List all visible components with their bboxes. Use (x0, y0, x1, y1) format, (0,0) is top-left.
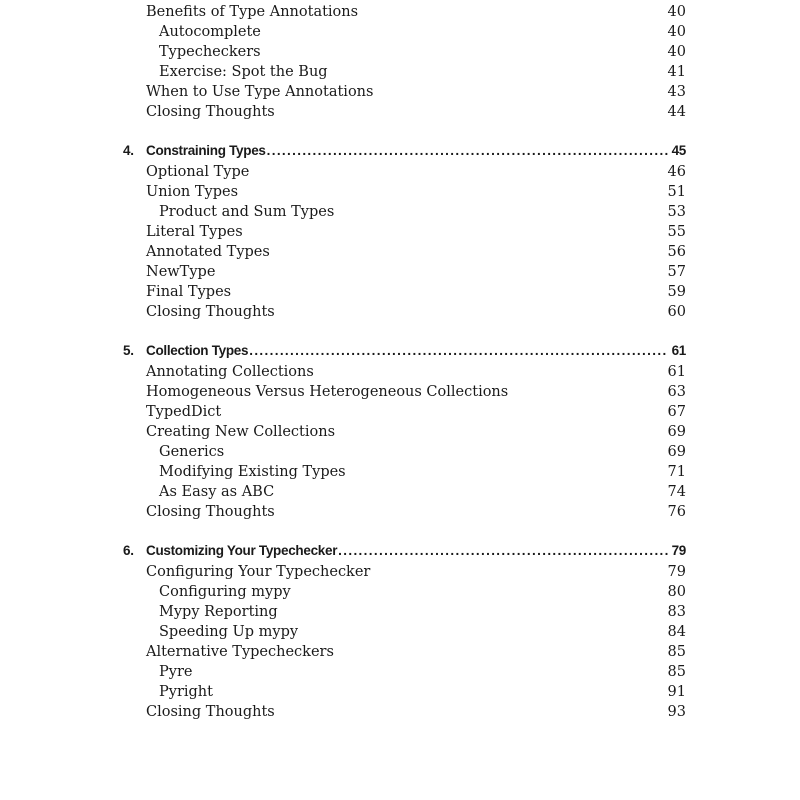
toc-entry-title: Annotating Collections (146, 364, 314, 380)
toc-entry-page: 85 (667, 644, 686, 660)
toc-subentry[interactable] (159, 482, 686, 502)
toc-entry-title: Configuring Your Typechecker (146, 564, 371, 580)
toc-entry-title: TypedDict (146, 404, 222, 420)
toc-entry-title: NewType (146, 264, 216, 280)
toc-entry-title: Closing Thoughts (146, 104, 275, 120)
toc-entry-title: Closing Thoughts (146, 504, 275, 520)
toc-subentry[interactable] (159, 622, 686, 642)
toc-entry[interactable] (146, 162, 686, 182)
toc-entry-page: 76 (667, 504, 686, 520)
toc-entry[interactable] (146, 242, 686, 262)
chapter-title: Collection Types (146, 343, 249, 358)
toc-entry-page: 40 (667, 44, 686, 60)
toc-subentry[interactable] (159, 62, 686, 82)
toc-entry-page: 41 (667, 64, 686, 80)
toc-entry[interactable] (146, 702, 686, 722)
toc-entry[interactable] (146, 362, 686, 382)
toc-entry-page: 59 (667, 284, 686, 300)
chapter-number: 6. (123, 543, 134, 558)
toc-entry-page: 71 (667, 464, 686, 480)
toc-entry-page: 56 (667, 244, 686, 260)
toc-entry-page: 80 (667, 584, 686, 600)
toc-entry-title: When to Use Type Annotations (146, 84, 374, 100)
toc-entry-page: 63 (667, 384, 686, 400)
toc-entry-title: Product and Sum Types (159, 204, 335, 220)
toc-entry-page: 61 (667, 364, 686, 380)
chapter-heading[interactable] (123, 141, 686, 161)
toc-entry-page: 51 (667, 184, 686, 200)
toc-entry-title: Exercise: Spot the Bug (159, 64, 328, 80)
toc-subentry[interactable] (159, 682, 686, 702)
toc-entry[interactable] (146, 262, 686, 282)
toc-subentry[interactable] (159, 662, 686, 682)
toc-entry-title: Optional Type (146, 164, 250, 180)
toc-entry-title: Autocomplete (159, 24, 261, 40)
chapter-heading[interactable] (123, 341, 686, 361)
toc-entry[interactable] (146, 302, 686, 322)
toc-entry[interactable] (146, 282, 686, 302)
toc-entry-page: 67 (667, 404, 686, 420)
toc-entry-title: Closing Thoughts (146, 704, 275, 720)
toc-entry-title: Generics (159, 444, 225, 460)
toc-entry-title: Pyre (159, 664, 193, 680)
toc-entry-title: Typecheckers (159, 44, 261, 60)
toc-entry-page: 44 (667, 104, 686, 120)
toc-entry-page: 79 (667, 564, 686, 580)
toc-entry-page: 91 (667, 684, 686, 700)
chapter-number: 5. (123, 343, 134, 358)
toc-entry-title: Final Types (146, 284, 232, 300)
chapter-title: Constraining Types (146, 143, 266, 158)
toc-entry-title: Alternative Typecheckers (146, 644, 334, 660)
chapter-heading[interactable] (123, 541, 686, 561)
chapter-title: Customizing Your Typechecker (146, 543, 338, 558)
chapter-page: 45 (671, 143, 686, 158)
toc-subentry[interactable] (159, 582, 686, 602)
toc-entry-title: Mypy Reporting (159, 604, 278, 620)
toc-entry-title: Benefits of Type Annotations (146, 4, 359, 20)
toc-entry[interactable] (146, 82, 686, 102)
toc-entry[interactable] (146, 382, 686, 402)
chapter-page: 61 (671, 343, 686, 358)
toc-entry-page: 60 (667, 304, 686, 320)
toc-entry-title: Creating New Collections (146, 424, 336, 440)
toc-entry[interactable] (146, 642, 686, 662)
chapter-number: 4. (123, 143, 134, 158)
toc-entry[interactable] (146, 102, 686, 122)
toc-entry-title: As Easy as ABC (159, 484, 275, 500)
toc-entry[interactable] (146, 562, 686, 582)
toc-entry-title: Homogeneous Versus Heterogeneous Collections (146, 384, 509, 400)
toc-entry-page: 53 (667, 204, 686, 220)
toc-entry-page: 57 (667, 264, 686, 280)
toc-subentry[interactable] (159, 42, 686, 62)
toc-entry-title: Configuring mypy (159, 584, 291, 600)
toc-entry-page: 84 (667, 624, 686, 640)
toc-entry[interactable] (146, 422, 686, 442)
toc-entry-page: 69 (667, 424, 686, 440)
toc-subentry[interactable] (159, 202, 686, 222)
toc-entry[interactable] (146, 222, 686, 242)
dot-leader (249, 341, 667, 361)
toc-entry[interactable] (146, 182, 686, 202)
toc-entry-title: Modifying Existing Types (159, 464, 346, 480)
toc-subentry[interactable] (159, 22, 686, 42)
dot-leader (338, 541, 667, 561)
toc-entry-page: 85 (667, 664, 686, 680)
toc-subentry[interactable] (159, 462, 686, 482)
toc-subentry[interactable] (159, 602, 686, 622)
toc-entry-page: 93 (667, 704, 686, 720)
toc-entry-page: 43 (667, 84, 686, 100)
toc-entry-page: 40 (667, 4, 686, 20)
toc-entry-page: 46 (667, 164, 686, 180)
toc-entry-page: 74 (667, 484, 686, 500)
toc-entry-title: Speeding Up mypy (159, 624, 299, 640)
toc-entry-page: 55 (667, 224, 686, 240)
toc-entry-page: 83 (667, 604, 686, 620)
toc-entry[interactable] (146, 402, 686, 422)
toc-subentry[interactable] (159, 442, 686, 462)
toc-entry-page: 40 (667, 24, 686, 40)
toc-entry-page: 69 (667, 444, 686, 460)
toc-entry-title: Pyright (159, 684, 213, 700)
toc-entry-title: Closing Thoughts (146, 304, 275, 320)
chapter-page: 79 (671, 543, 686, 558)
dot-leader (267, 141, 668, 161)
toc-entry[interactable] (146, 502, 686, 522)
toc-entry[interactable] (146, 2, 686, 22)
toc-entry-title: Union Types (146, 184, 239, 200)
toc-entry-title: Annotated Types (146, 244, 270, 260)
toc-entry-title: Literal Types (146, 224, 243, 240)
